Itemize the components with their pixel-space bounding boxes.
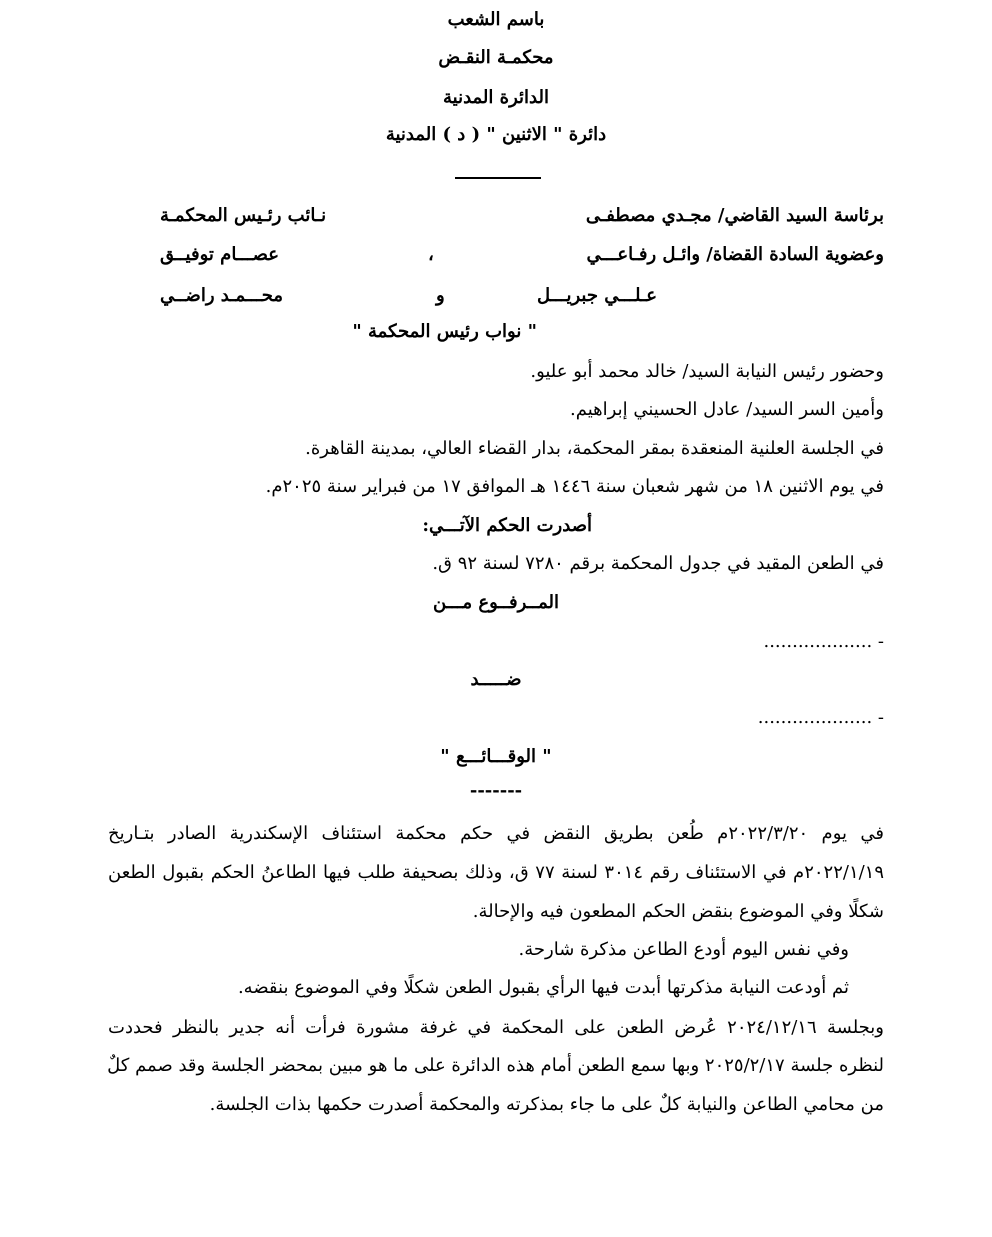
presiding-judge-title: نـائب رئـيس المحكمـة [160, 205, 327, 226]
filed-by-heading: المــرفــوع مـــن [433, 592, 559, 613]
facts-paragraph-1-line-3: شكلًا وفي الموضوع بنقض الحكم المطعون فيه والإحالة. [472, 901, 884, 922]
prosecution-attendance: وحضور رئيس النيابة السيد/ خالد محمد أبو عليو. [530, 361, 884, 382]
against-heading: ضـــــد [470, 669, 522, 690]
case-number: في الطعن المقيد في جدول المحكمة برقم ٧٢٨٠ لسنة ٩٢ ق. [432, 553, 884, 574]
facts-heading: " الوقـــائـــع " [440, 746, 552, 767]
header-in-the-name-of-people: باسم الشعب [447, 9, 545, 30]
court-secretary: وأمين السر السيد/ عادل الحسيني إبراهيم. [570, 399, 884, 420]
facts-paragraph-4-line-2: لنظره جلسة ٢٠٢٥/٢/١٧ وبها سمع الطعن أمام هذه الدائرة على ما هو مبين بمحضر الجلسة وقد صمم كلٌ [107, 1055, 884, 1076]
header-monday-circuit: دائرة " الاثنين " ( د ) المدنية [385, 124, 607, 145]
facts-divider-dashes: ------- [469, 780, 523, 801]
session-date: في يوم الاثنين ١٨ من شهر شعبان سنة ١٤٤٦ هـ الموافق ١٧ من فبراير سنة ٢٠٢٥م. [265, 476, 884, 497]
session-place: في الجلسة العلنية المنعقدة بمقر المحكمة، بدار القضاء العالي، بمدينة القاهرة. [305, 438, 884, 459]
member-mohamed-rady: محـــمـد راضــي [160, 285, 284, 306]
member-separator: ، [428, 244, 434, 265]
header-circuit: الدائرة المدنية [442, 87, 549, 108]
deputies-caption: " نواب رئيس المحكمة " [352, 321, 537, 342]
facts-paragraph-4-line-1: وبجلسة ٢٠٢٤/١٢/١٦ عُرض الطعن على المحكمة في غرفة مشورة فرأت أنه جدير بالنظر فحددت [108, 1017, 884, 1038]
panel-members: وعضوية السادة القضاة/ وائـل رفـاعـــي [586, 244, 884, 265]
header-divider [455, 177, 541, 179]
ruling-heading: أصدرت الحكم الآتـــي: [422, 515, 592, 536]
facts-paragraph-4-line-3: من محامي الطاعن والنيابة كلٌ على ما جاء بمذكرته والمحكمة أصدرت حكمها بذات الجلسة. [209, 1094, 884, 1115]
respondent-placeholder: - .................... [757, 707, 884, 728]
appellant-placeholder: - ................... [763, 631, 884, 652]
header-court-name: محكمـة النقـض [438, 47, 554, 68]
member-essam-tawfik: عصـــام توفيــق [160, 244, 279, 265]
presiding-judge: برئاسة السيد القاضي/ مجـدي مصطفـى [585, 205, 884, 226]
facts-paragraph-3: ثم أودعت النيابة مذكرتها أبدت فيها الرأي بقبول الطعن شكلًا وفي الموضوع بنقضه. [237, 977, 849, 998]
member-and: و [436, 285, 445, 306]
facts-paragraph-1-line-1: في يوم ٢٠٢٢/٣/٢٠م طُعن بطريق النقض في حكم محكمة استئناف الإسكندرية الصادر بتـاريخ [108, 823, 884, 844]
facts-paragraph-1-line-2: ٢٠٢٢/١/١٩م في الاستئناف رقم ٣٠١٤ لسنة ٧٧ ق، وذلك بصحيفة طلب فيها الطاعنُ الحكم بقبول الطعن [108, 862, 885, 883]
member-ali-gebril: عـلـــي جبريـــل [537, 285, 658, 306]
facts-paragraph-2: وفي نفس اليوم أودع الطاعن مذكرة شارحة. [518, 939, 849, 960]
